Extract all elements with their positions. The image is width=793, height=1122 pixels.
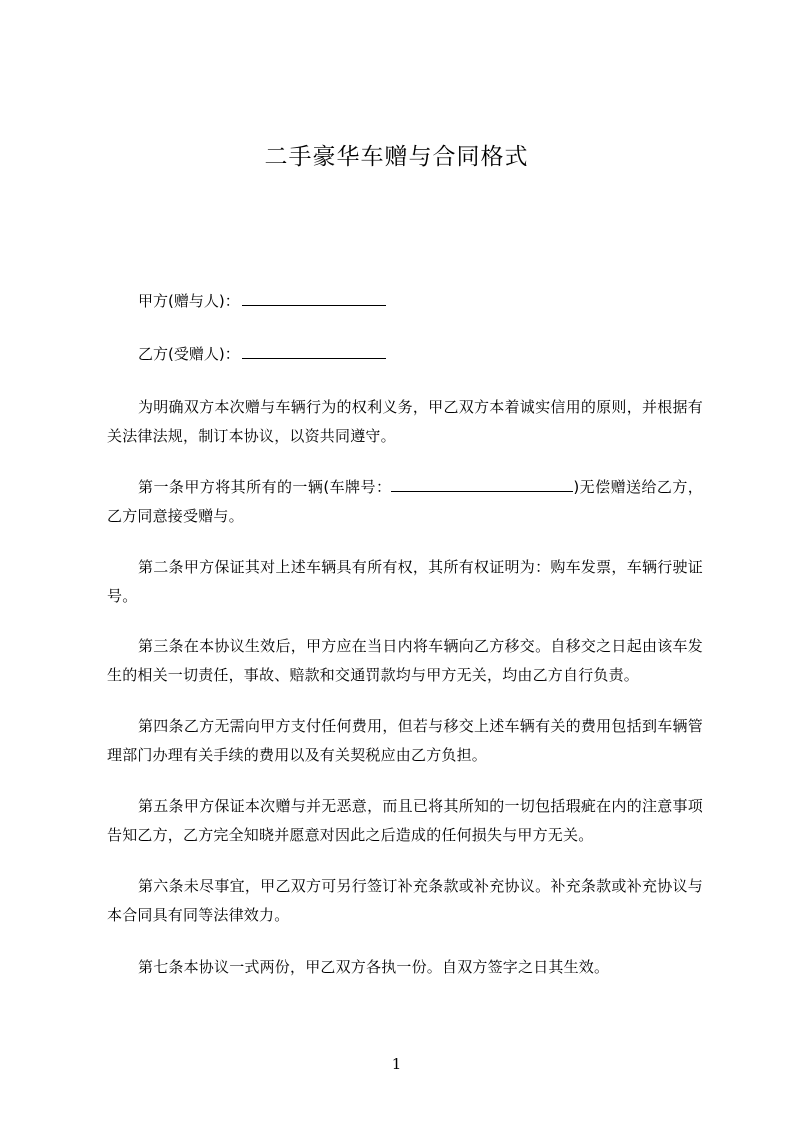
- article-6-paragraph: 第六条未尽事宜，甲乙双方可另行签订补充条款或补充协议。补充条款或补充协议与本合同具有同等法律效力。: [107, 877, 703, 924]
- intro-paragraph: 为明确双方本次赠与车辆行为的权利义务，甲乙双方本着诚实信用的原则，并根据有关法律法规，制订本协议，以资共同遵守。: [107, 398, 703, 445]
- page-number: 1: [391, 1055, 402, 1073]
- document-title: 二手豪华车赠与合同格式: [264, 144, 529, 170]
- article-1-text-after: )无偿赠送给乙方，乙方同意接受赠与。: [107, 478, 703, 525]
- party-b-line: [138, 344, 386, 364]
- party-b-blank: [242, 344, 386, 359]
- party-a-label: 甲方(赠与人)：: [138, 292, 240, 310]
- article-2-paragraph: 第二条甲方保证其对上述车辆具有所有权，其所有权证明为：购车发票，车辆行驶证号。: [107, 558, 703, 605]
- party-a-blank: [242, 291, 386, 306]
- article-1-text-before: 第一条甲方将其所有的一辆(车牌号：: [138, 478, 392, 496]
- article-7-paragraph: 第七条本协议一式两份，甲乙双方各执一份。自双方签字之日其生效。: [138, 958, 610, 976]
- article-4-paragraph: 第四条乙方无需向甲方支付任何费用，但若与移交上述车辆有关的费用包括到车辆管理部门办理有关手续的费用以及有关契税应由乙方负担。: [107, 717, 703, 764]
- party-b-label: 乙方(受赠人)：: [138, 345, 240, 363]
- party-a-line: [138, 291, 386, 311]
- article-5-paragraph: 第五条甲方保证本次赠与并无恶意，而且已将其所知的一切包括瑕疵在内的注意事项告知乙方，乙方完全知晓并愿意对因此之后造成的任何损失与甲方无关。: [107, 797, 703, 844]
- article-3-paragraph: 第三条在本协议生效后，甲方应在当日内将车辆向乙方移交。自移交之日起由该车发生的相关一切责任，事故、赔款和交通罚款均与甲方无关，均由乙方自行负责。: [107, 637, 703, 684]
- article-1-paragraph: [107, 473, 703, 531]
- license-plate-blank: [391, 477, 573, 492]
